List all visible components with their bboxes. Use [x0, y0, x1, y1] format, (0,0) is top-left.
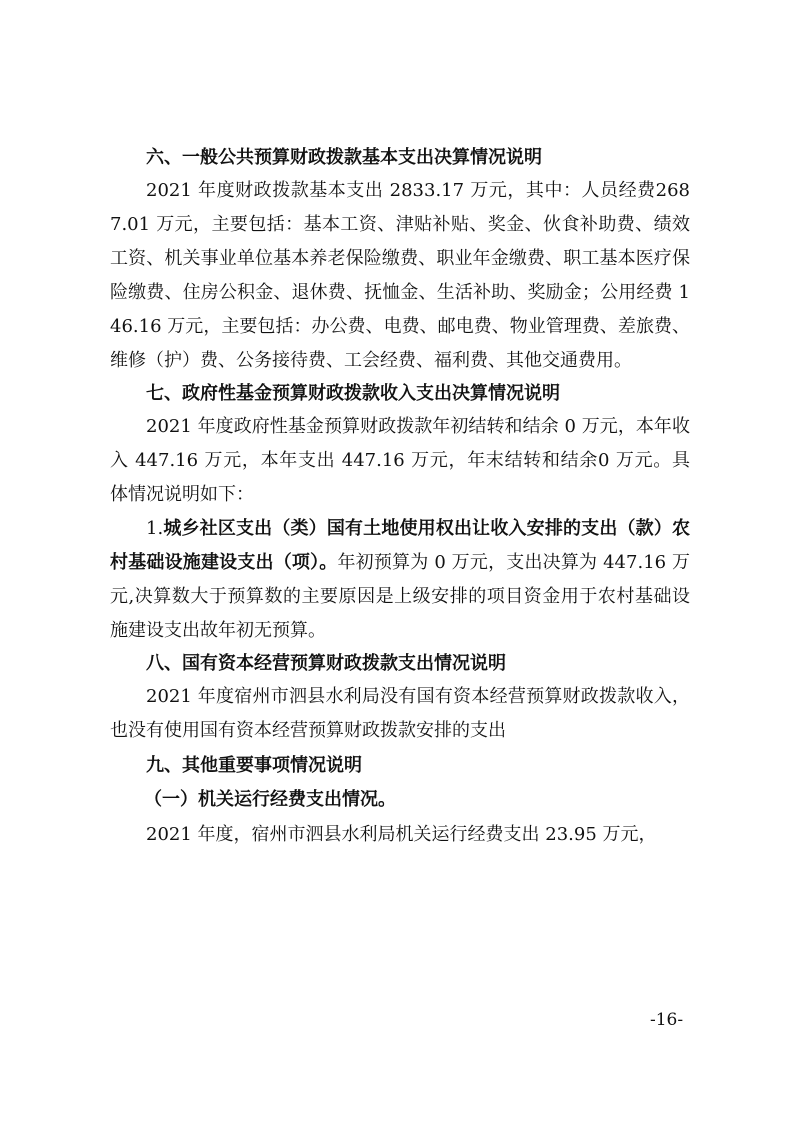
section-8-heading: 八、国有资本经营预算财政拨款支出情况说明 — [146, 653, 506, 674]
page-number: -16- — [650, 1010, 684, 1030]
section-6-paragraph: 2021 年度财政拨款基本支出 2833.17 万元，其中：人员经费2687.01 万元，主要包括：基本工资、津贴补贴、奖金、伙食补助费、绩效工资、机关事业单位基本养老保险缴费、职业年金缴费、职工基本医疗保险缴费、住房公积金、退休费、抚恤金、生活补助、奖励金；公用经费 146.16 万元，主要包括：办公费、电费、邮电费、物业管理费、差旅费、维修（护）费、公务接待费、工会经费、福利费、其他交通费用。 — [110, 180, 690, 371]
item-1-number: 1. — [146, 518, 164, 539]
section-6-heading: 六、一般公共预算财政拨款基本支出决算情况说明 — [146, 147, 542, 168]
section-8-paragraph: 2021 年度宿州市泗县水利局没有国有资本经营预算财政拨款收入，也没有使用国有资本经营预算财政拨款安排的支出 — [110, 686, 690, 741]
item-1-text: 年初预算为 0 万元，支出决算为 447.16 万元,决算数大于预算数的主要原因是上级安排的项目资金用于农村基础设施建设支出故年初无预算。 — [110, 552, 691, 641]
page-content — [110, 142, 690, 852]
section-9-paragraph: 2021 年度，宿州市泗县水利局机关运行经费支出 23.95 万元， — [146, 824, 657, 845]
section-7-heading: 七、政府性基金预算财政拨款收入支出决算情况说明 — [146, 383, 560, 404]
section-9-subheading-1: （一）机关运行经费支出情况。 — [144, 789, 396, 810]
section-7-item-1 — [110, 512, 690, 648]
item-1-bold-title: 城乡社区支出（类）国有土地使用权出让收入安排的支出（款）农村基础设施建设支出（项）。 — [110, 518, 690, 573]
section-9-heading: 九、其他重要事项情况说明 — [146, 755, 362, 776]
section-7-paragraph: 2021 年度政府性基金预算财政拨款年初结转和结余 0 万元，本年收入 447.16 万元，本年支出 447.16 万元，年末结转和结余0 万元。具体情况说明如下： — [110, 416, 690, 505]
